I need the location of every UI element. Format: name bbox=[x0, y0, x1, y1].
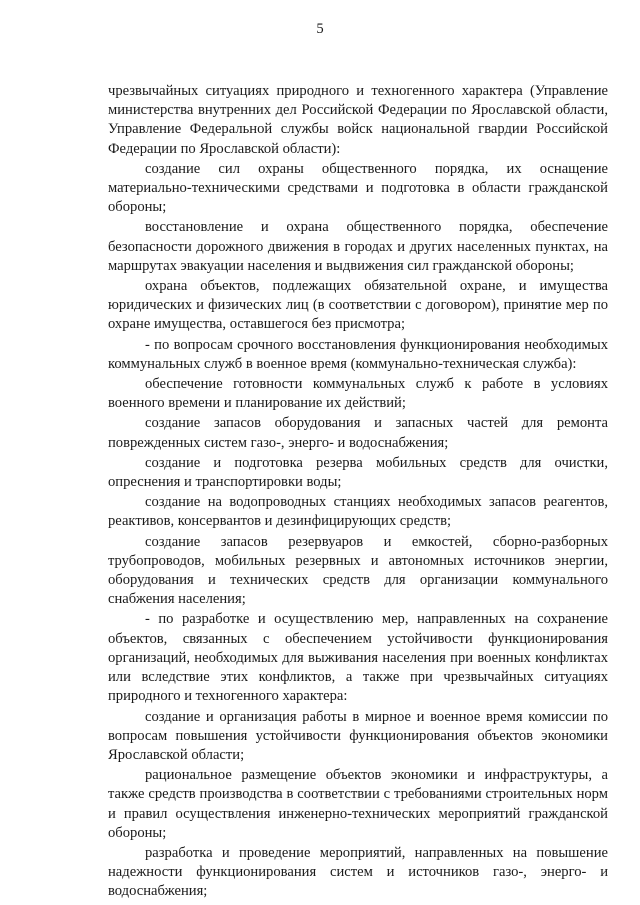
paragraph: - по вопросам срочного восстановления функционирования необходимых коммунальных служб в военное время (коммунально-техническая служба): bbox=[108, 336, 608, 372]
paragraph: чрезвычайных ситуациях природного и техногенного характера (Управление министерства внутренних дел Российской Федерации по Ярославской области, Управление Федеральной службы войск национальной гвардии Российской Федерации по Ярославской области): bbox=[108, 83, 608, 157]
paragraph: создание запасов оборудования и запасных частей для ремонта поврежденных систем газо-, энерго- и водоснабжения; bbox=[108, 415, 608, 451]
paragraph: создание и организация работы в мирное и военное время комиссии по вопросам повышения устойчивости функционирования объектов экономики Ярославской области; bbox=[108, 708, 608, 763]
paragraph: разработка и проведение мероприятий, направленных на повышение надежности функционирования систем и источников газо-, энерго- и водоснабжения; bbox=[108, 844, 608, 900]
document-body bbox=[108, 82, 608, 903]
paragraph: охрана объектов, подлежащих обязательной охране, и имущества юридических и физических лиц (в соответствии с договором), принятие мер по охране имущества, оставшегося без присмотра; bbox=[108, 278, 608, 333]
paragraph: обеспечение готовности коммунальных служб к работе в условиях военного времени и планирование их действий; bbox=[108, 376, 608, 412]
paragraph: - по разработке и осуществлению мер, направленных на сохранение объектов, связанных с обеспечением устойчивости функционирования организаций, необходимых для выживания населения при военных конфликтах или вследствие этих конфликтов, а также при чрезвычайных ситуациях природного и техногенного характера: bbox=[108, 611, 608, 705]
paragraph: восстановление и охрана общественного порядка, обеспечение безопасности дорожного движения в городах и других населенных пунктах, на маршрутах эвакуации населения и выдвижения сил гражданской обороны; bbox=[108, 219, 608, 274]
paragraph: создание запасов резервуаров и емкостей, сборно-разборных трубопроводов, мобильных резервных и автономных источников энергии, оборудования и технических средств для организации коммунального снабжения населения; bbox=[108, 533, 608, 608]
paragraph: создание сил охраны общественного порядка, их оснащение материально-техническими средствами и подготовка в области гражданской обороны; bbox=[108, 160, 608, 216]
page-number: 5 bbox=[316, 21, 324, 37]
paragraph: создание на водопроводных станциях необходимых запасов реагентов, реактивов, консервантов и дезинфицирующих средств; bbox=[108, 494, 608, 530]
paragraph: создание и подготовка резерва мобильных средств для очистки, опреснения и транспортировки воды; bbox=[108, 454, 608, 491]
paragraph: рациональное размещение объектов экономики и инфраструктуры, а также средств производства в соответствии с требованиями строительных норм и правил осуществления инженерно-технических мероприятий гражданской обороны; bbox=[108, 767, 608, 841]
